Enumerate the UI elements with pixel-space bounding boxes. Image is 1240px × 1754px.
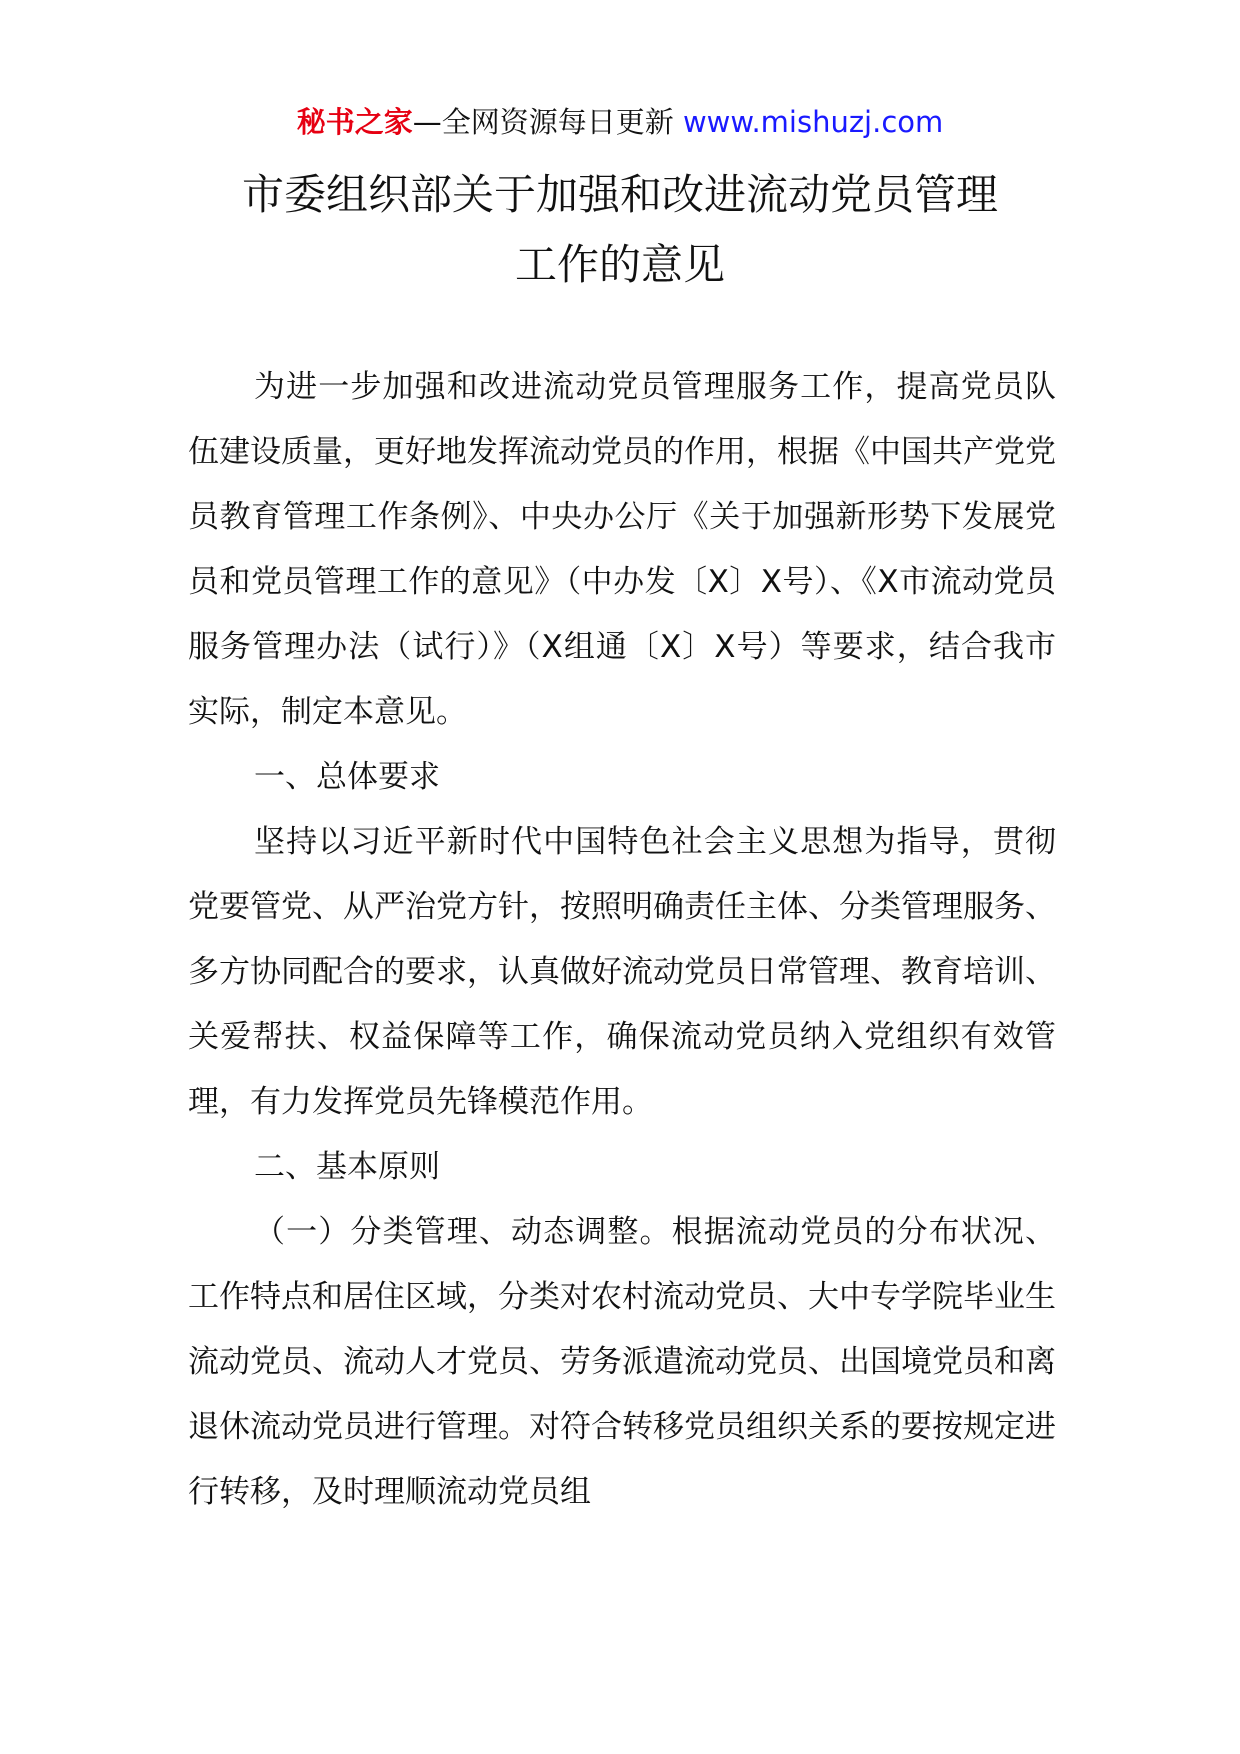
document-body xyxy=(188,355,1056,1525)
document-title-line-1: 市委组织部关于加强和改进流动党员管理 xyxy=(241,170,998,219)
site-url-link[interactable]: www.mishuzj.com xyxy=(682,105,944,139)
site-banner xyxy=(0,102,1240,142)
basic-principles-paragraph: （一）分类管理、动态调整。根据流动党员的分布状况、工作特点和居住区域，分类对农村流动党员、大中专学院毕业生流动党员、流动人才党员、劳务派遣流动党员、出国境党员和离退休流动党员进行管理。对符合转移党员组织关系的要按规定进行转移，及时理顺流动党员组 xyxy=(188,1214,1056,1510)
banner-tagline: —全网资源每日更新 xyxy=(412,105,683,139)
document-title xyxy=(190,160,1050,300)
section-heading-general-requirements: 一、总体要求 xyxy=(254,759,440,795)
brand-name: 秘书之家 xyxy=(296,105,413,139)
section-heading-basic-principles: 二、基本原则 xyxy=(254,1149,440,1185)
general-requirements-paragraph: 坚持以习近平新时代中国特色社会主义思想为指导，贯彻党要管党、从严治党方针，按照明确责任主体、分类管理服务、多方协同配合的要求，认真做好流动党员日常管理、教育培训、关爱帮扶、权益保障等工作，确保流动党员纳入党组织有效管理，有力发挥党员先锋模范作用。 xyxy=(188,824,1056,1120)
document-title-line-2: 工作的意见 xyxy=(514,240,725,289)
intro-paragraph: 为进一步加强和改进流动党员管理服务工作，提高党员队伍建设质量，更好地发挥流动党员的作用，根据《中国共产党党员教育管理工作条例》、中央办公厅《关于加强新形势下发展党员和党员管理工作的意见》（中办发〔X〕X号）、《X市流动党员服务管理办法（试行）》（X组通〔X〕X号）等要求，结合我市实际，制定本意见。 xyxy=(188,369,1056,730)
